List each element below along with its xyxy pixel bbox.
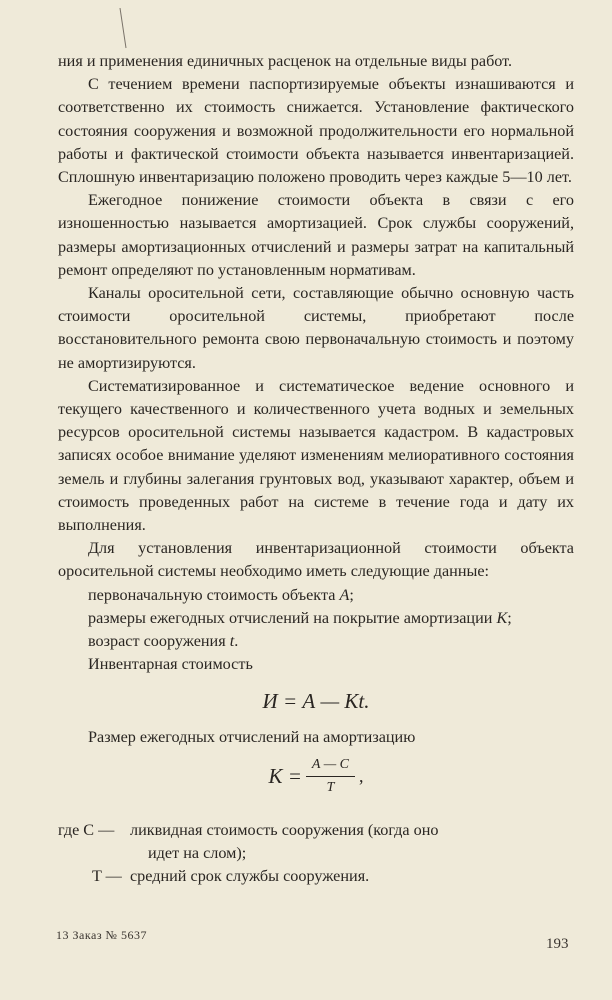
- paragraph-requirements: Для установления инвентаризационной стоимости объекта оросительной системы необходимо иметь следующие данные:: [58, 539, 574, 581]
- formula-tail: ,: [359, 765, 364, 786]
- definition-c-text-cont: идет на слом);: [148, 843, 247, 862]
- paragraph-amortization: Ежегодное понижение стоимости объекта в связи с его изношенностью называется амортизацией. Срок службы сооружений, размеры амортизационных отчислений и размеры затрат на капитальный ремонт определяют по установленным нормативам.: [58, 191, 574, 279]
- definition-t: [58, 865, 574, 888]
- fraction: [306, 756, 355, 797]
- page-number: 193: [546, 936, 569, 952]
- list-item-deductions: размеры ежегодных отчислений на покрытие амортизации K;: [88, 608, 512, 627]
- definitions: [58, 819, 574, 889]
- amortization-label: Размер ежегодных отчислений на амортизацию: [88, 728, 416, 747]
- pen-mark-icon: [118, 8, 128, 50]
- inventory-cost-label: Инвентарная стоимость: [88, 655, 253, 674]
- text-body: [58, 50, 574, 888]
- fraction-denominator: T: [326, 779, 335, 795]
- paragraph-inventory: С течением времени паспортизируемые объекты изнашиваются и соответственно их стоимость снижается. Установление фактического состояния сооружения и возможной продолжительности его нормальной работы и фактической стоимости объекта называется инвентаризацией. Сплошную инвентаризацию положено проводить через каждые 5—10 лет.: [58, 75, 574, 187]
- definition-t-text: средний срок службы сооружения.: [130, 867, 370, 886]
- print-order-note: 13 Заказ № 5637: [56, 928, 148, 942]
- definition-c-text: ликвидная стоимость сооружения (когда оно: [130, 820, 439, 839]
- definition-c: [58, 819, 574, 842]
- paragraph-canals: Каналы оросительной сети, составляющие обычно основную часть стоимости оросительной системы, приобретают после восстановительного ремонта свою первоначальную стоимость и поэтому не амортизируются.: [58, 284, 574, 372]
- fraction-numerator: A — C: [306, 756, 355, 777]
- definition-t-lead: T —: [92, 867, 122, 886]
- formula-amortization: [58, 756, 574, 797]
- formula-inventory-cost: И = А — Kt.: [262, 689, 370, 714]
- list-item-initial-cost: первоначальную стоимость объекта А;: [88, 585, 354, 604]
- list-item-age: возраст сооружения t.: [88, 632, 239, 651]
- paragraph-continuation: ния и применения единичных расценок на отдельные виды работ.: [58, 52, 513, 70]
- paragraph-cadastre: Систематизированное и систематическое ведение основного и текущего качественного и количественного учета водных и земельных ресурсов оросительной системы называется кадастром. В кадастровых записях особое внимание уделяют изменениям мелиоративного состояния земель и глубины залегания грунтовых вод, указывают характер, объем и стоимость проведенных работ на системе в течение года и дату их выполнения.: [58, 376, 574, 535]
- formula-lhs: K =: [268, 763, 302, 788]
- definition-c-lead: где C —: [58, 820, 115, 839]
